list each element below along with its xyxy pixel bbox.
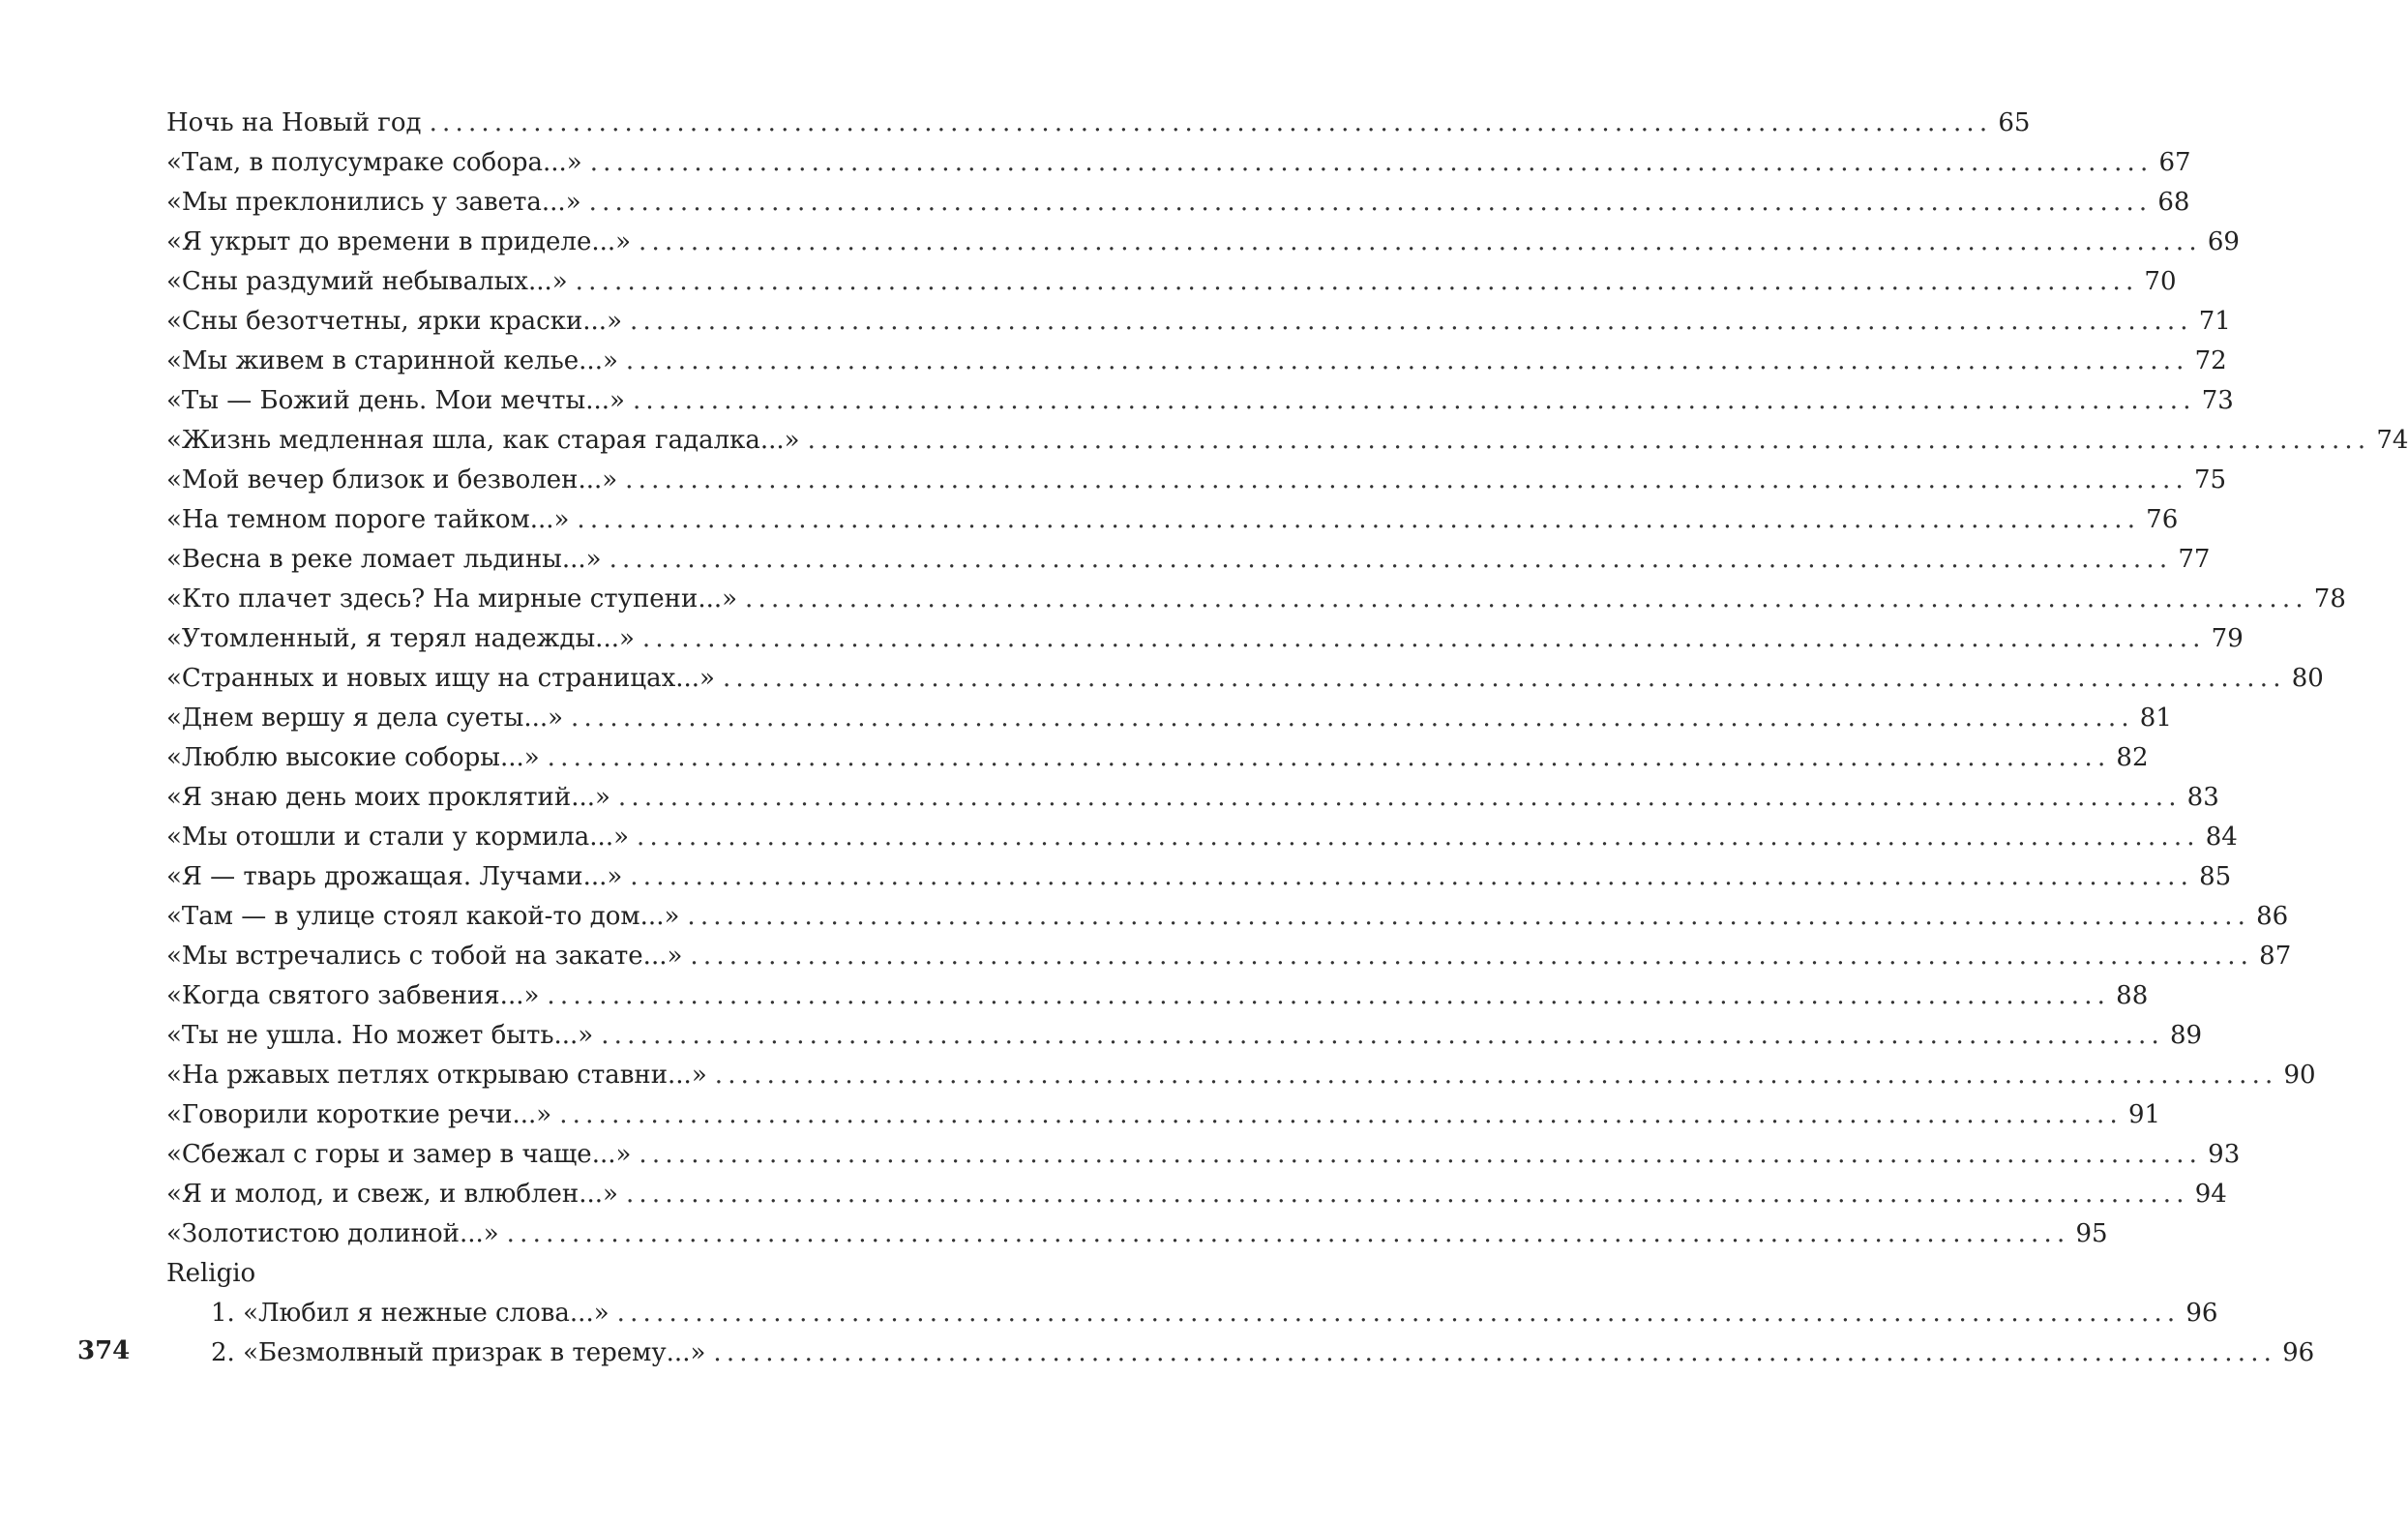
- toc-entry: [166, 976, 2149, 1016]
- entry-page-number: 87: [2259, 942, 2292, 971]
- entry-page-number: 93: [2208, 1140, 2241, 1169]
- entry-title: «Сны безотчетны, ярки краски...»: [166, 307, 622, 336]
- entry-page-number: 85: [2199, 862, 2232, 891]
- dot-leader: ........................................................................................................................: [547, 981, 2111, 1010]
- entry-title: «Сны раздумий небывалых...»: [166, 267, 568, 296]
- entry-title: 1. «Любил я нежные слова...»: [211, 1299, 609, 1328]
- entry-title: «Я и молод, и свеж, и влюблен...»: [166, 1180, 618, 1209]
- toc-entry: [166, 540, 2211, 580]
- table-of-contents: [166, 104, 2408, 1373]
- toc-entry: [166, 738, 2149, 778]
- dot-leader: ........................................................................................................................: [625, 346, 2189, 375]
- entry-page-number: 72: [2194, 346, 2227, 375]
- entry-title: «Мы встречались с тобой на закате...»: [166, 942, 683, 971]
- entry-title: «Ты не ушла. Но может быть...»: [166, 1021, 594, 1050]
- dot-leader: ........................................................................................................................: [547, 743, 2111, 772]
- entry-title: «Я — тварь дрожащая. Лучами...»: [166, 862, 623, 891]
- dot-leader: ........................................................................................................................: [690, 942, 2254, 971]
- section-item: [166, 1294, 2218, 1333]
- dot-leader: ........................................................................................................................: [807, 426, 2371, 455]
- toc-entry: [166, 183, 2190, 223]
- entry-page-number: 81: [2139, 704, 2172, 733]
- toc-entry: [166, 500, 2179, 540]
- toc-entry: [166, 1095, 2161, 1135]
- toc-entry: [166, 1135, 2241, 1175]
- toc-entry: [166, 1016, 2203, 1056]
- dot-leader: ........................................................................................................................: [637, 823, 2200, 852]
- dot-leader: ........................................................................................................................: [429, 108, 1993, 137]
- dot-leader: ........................................................................................................................: [722, 664, 2286, 693]
- entry-page-number: 91: [2127, 1100, 2161, 1129]
- entry-title: «Мой вечер близок и безволен...»: [166, 465, 618, 494]
- dot-leader: ........................................................................................................................: [745, 584, 2308, 614]
- entry-page-number: 78: [2313, 584, 2346, 614]
- entry-title: «На темном пороге тайком...»: [166, 505, 570, 534]
- toc-entry: [166, 1214, 2108, 1254]
- dot-leader: ........................................................................................................................: [506, 1219, 2070, 1248]
- toc-entry: [166, 1056, 2316, 1095]
- entry-page-number: 90: [2283, 1061, 2316, 1090]
- entry-title: «Жизнь медленная шла, как старая гадалка...»: [166, 426, 800, 455]
- entry-title: «Там — в улице стоял какой-то дом...»: [166, 902, 680, 931]
- section-heading: [166, 1254, 929, 1294]
- entry-page-number: 68: [2157, 188, 2190, 217]
- toc-entry: [166, 223, 2240, 262]
- dot-leader: ........................................................................................................................: [571, 704, 2134, 733]
- toc-entry: [166, 619, 2244, 659]
- entry-page-number: 88: [2116, 981, 2149, 1010]
- dot-leader: ........................................................................................................................: [575, 267, 2139, 296]
- toc-entry: [166, 778, 2219, 818]
- entry-page-number: 67: [2158, 148, 2191, 177]
- entry-title: «На ржавых петлях открываю ставни...»: [166, 1061, 707, 1090]
- toc-entry: [166, 659, 2324, 699]
- entry-page-number: 71: [2198, 307, 2231, 336]
- dot-leader: ........................................................................................................................: [559, 1100, 2123, 1129]
- dot-leader: ........................................................................................................................: [630, 862, 2194, 891]
- entry-page-number: 79: [2211, 624, 2244, 653]
- entry-title: «Там, в полусумраке собора...»: [166, 148, 582, 177]
- dot-leader: ........................................................................................................................: [687, 902, 2251, 931]
- dot-leader: ........................................................................................................................: [625, 465, 2188, 494]
- entry-title: «Я знаю день моих проклятий...»: [166, 783, 610, 812]
- entry-page-number: 96: [2282, 1338, 2315, 1367]
- entry-title: «Я укрыт до времени в приделе...»: [166, 227, 632, 256]
- dot-leader: ........................................................................................................................: [639, 1140, 2203, 1169]
- entry-page-number: 74: [2376, 426, 2408, 455]
- entry-page-number: 80: [2291, 664, 2324, 693]
- entry-title: «Утомленный, я терял надежды...»: [166, 624, 635, 653]
- entry-title: «Мы живем в старинной келье...»: [166, 346, 618, 375]
- entry-title: «Ты — Божий день. Мои мечты...»: [166, 386, 625, 415]
- dot-leader: ........................................................................................................................: [609, 545, 2173, 574]
- entry-title: «Сбежал с горы и замер в чаще...»: [166, 1140, 632, 1169]
- entry-title: «Золотистою долиной...»: [166, 1219, 499, 1248]
- toc-entry: [166, 461, 2227, 500]
- entry-title: «Странных и новых ищу на страницах...»: [166, 664, 715, 693]
- dot-leader: ........................................................................................................................: [713, 1338, 2277, 1367]
- entry-title: 2. «Безмолвный призрак в терему...»: [211, 1338, 706, 1367]
- toc-entry: [166, 381, 2234, 421]
- toc-entry: [166, 104, 2031, 143]
- entry-page-number: 94: [2194, 1180, 2227, 1209]
- toc-entry: [166, 1175, 2227, 1214]
- toc-entry: [166, 143, 2191, 183]
- dot-leader: ........................................................................................................................: [577, 505, 2141, 534]
- entry-page-number: 75: [2193, 465, 2227, 494]
- dot-leader: ........................................................................................................................: [601, 1021, 2164, 1050]
- entry-page-number: 95: [2075, 1219, 2108, 1248]
- toc-entry: [166, 580, 2346, 619]
- entry-page-number: 83: [2186, 783, 2219, 812]
- toc-entry: [166, 818, 2238, 857]
- dot-leader: ........................................................................................................................: [625, 1180, 2189, 1209]
- entry-page-number: 70: [2144, 267, 2177, 296]
- dot-leader: ........................................................................................................................: [616, 1299, 2181, 1328]
- entry-page-number: 86: [2256, 902, 2289, 931]
- entry-title: «Кто плачет здесь? На мирные ступени...»: [166, 584, 738, 614]
- entry-title: «Когда святого забвения...»: [166, 981, 540, 1010]
- entry-title: «Днем вершу я дела суеты...»: [166, 704, 564, 733]
- entry-title: Ночь на Новый год: [166, 108, 422, 137]
- entry-page-number: 89: [2169, 1021, 2203, 1050]
- dot-leader: ........................................................................................................................: [589, 148, 2154, 177]
- entry-page-number: 82: [2116, 743, 2149, 772]
- dot-leader: ........................................................................................................................: [639, 227, 2202, 256]
- page-number: 374: [77, 1336, 131, 1365]
- entry-title: «Весна в реке ломает льдины...»: [166, 545, 602, 574]
- toc-entry: [166, 857, 2232, 897]
- dot-leader: ........................................................................................................................: [714, 1061, 2278, 1090]
- toc-entry: [166, 262, 2177, 302]
- dot-leader: ........................................................................................................................: [617, 783, 2182, 812]
- toc-entry: [166, 302, 2231, 342]
- entry-title: «Говорили короткие речи...»: [166, 1100, 552, 1129]
- entry-page-number: 84: [2205, 823, 2238, 852]
- toc-entry: [166, 421, 2408, 461]
- toc-entry: [166, 897, 2289, 937]
- entry-page-number: 73: [2201, 386, 2234, 415]
- section-title: Religio: [166, 1259, 256, 1288]
- toc-entries: [166, 104, 2408, 1254]
- dot-leader: ........................................................................................................................: [629, 307, 2193, 336]
- entry-page-number: 65: [1998, 108, 2031, 137]
- entry-page-number: 76: [2146, 505, 2179, 534]
- entry-page-number: 69: [2207, 227, 2240, 256]
- entry-title: «Мы преклонились у завета...»: [166, 188, 581, 217]
- dot-leader: ........................................................................................................................: [632, 386, 2196, 415]
- entry-title: «Мы отошли и стали у кормила...»: [166, 823, 629, 852]
- entry-title: «Люблю высокие соборы...»: [166, 743, 540, 772]
- dot-leader: ........................................................................................................................: [641, 624, 2206, 653]
- toc-entry: [166, 342, 2227, 381]
- section-entries: [166, 1294, 2315, 1373]
- toc-entry: [166, 937, 2292, 976]
- dot-leader: ........................................................................................................................: [588, 188, 2153, 217]
- entry-page-number: 96: [2185, 1299, 2218, 1328]
- entry-page-number: 77: [2178, 545, 2211, 574]
- toc-entry: [166, 699, 2172, 738]
- section-item: [166, 1333, 2315, 1373]
